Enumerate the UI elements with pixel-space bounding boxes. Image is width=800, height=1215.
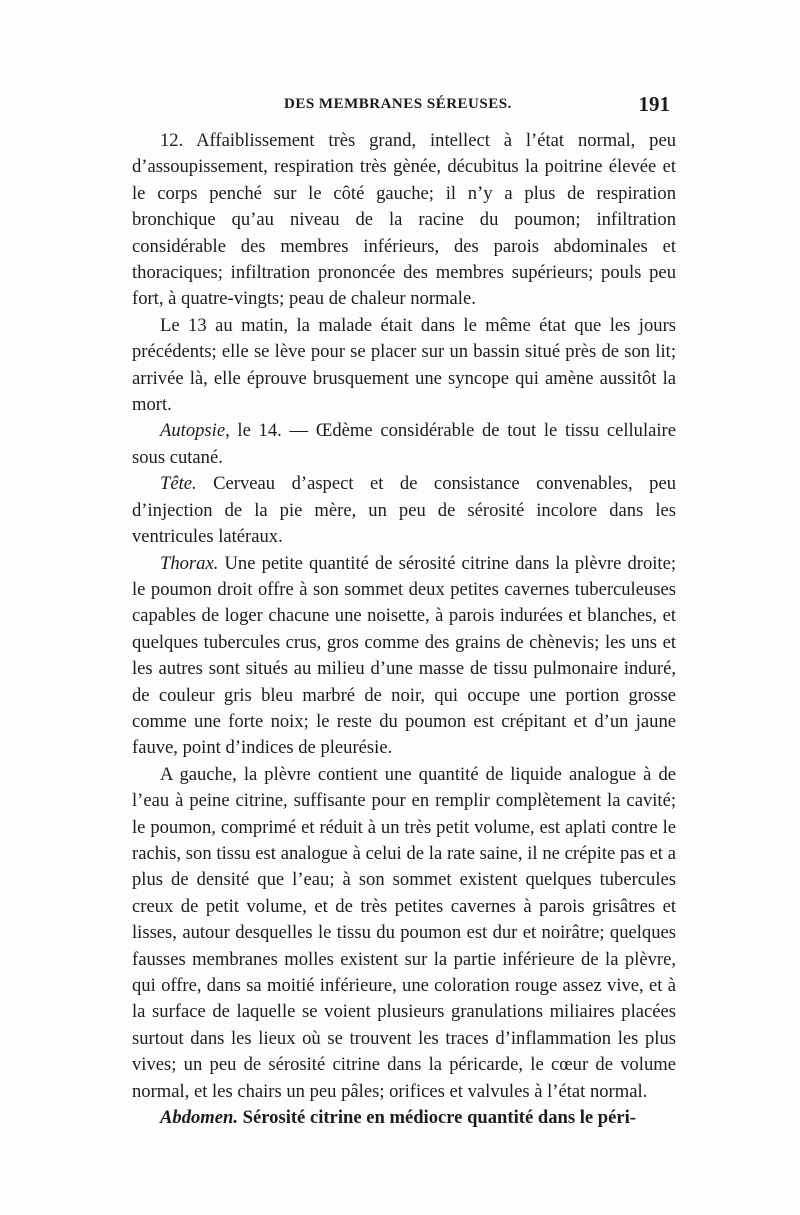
paragraph-death: Le 13 au matin, la malade était dans le même état que les jours précédents; elle se lève pour se placer sur un bassin situé près de son lit; arrivée là, elle éprouve brusquement une syncope qui amène aussitôt la mort. <box>132 314 676 416</box>
page-number: 191 <box>638 92 670 116</box>
autopsy-text: le 14. — Œdème considérable de tout le tissu cellulaire sous cutané. <box>132 420 676 468</box>
running-title: DES MEMBRANES SÉREUSES. <box>284 96 512 112</box>
autopsy-label: Autopsie, <box>160 420 230 442</box>
abdomen-label: Abdomen. <box>160 1107 238 1129</box>
paragraph-head <box>132 471 676 550</box>
thorax-text: Une petite quantité de sérosité citrine dans la plèvre droite; le poumon droit offre à son sommet deux petites cavernes tuberculeuses capables de loger chacune une noisette, à parois indurées et blanches, et quelques tubercules crus, gros comme des grains de chènevis; les uns et les autres sont situés au milieu d’une masse de tissu pulmonaire induré, de couleur gris bleu marbré de noir, qui occupe une portion grosse comme une forte noix; le reste du poumon est crépitant et d’un jaune fauve, point d’indices de pleurésie. <box>132 552 676 759</box>
thorax-label: Thorax. <box>160 552 219 574</box>
paragraph-thorax <box>132 551 676 762</box>
paragraph-observation: 12. Affaiblissement très grand, intellect à l’état normal, peu d’assoupissement, respiration très gènée, décubitus la poitrine élevée et le corps penché sur le côté gauche; il n’y a plus de respiration bronchique qu’au niveau de la racine du poumon; infiltration considérable des membres inférieurs, des parois abdominales et thoraciques; infiltration prononcée des membres supérieurs; pouls peu fort, à quatre-vingts; peau de chaleur normale. <box>132 130 676 310</box>
paragraph-autopsy <box>132 418 676 471</box>
head-label: Tête. <box>160 473 197 495</box>
page-header <box>132 92 676 122</box>
abdomen-text: Sérosité citrine en médiocre quantité dans le péri- <box>238 1107 636 1129</box>
body-text <box>132 128 676 1131</box>
paragraph-abdomen <box>132 1105 676 1131</box>
head-text: Cerveau d’aspect et de consistance convenables, peu d’injection de la pie mère, un peu de sérosité incolore dans les ventricules latéraux. <box>132 473 676 548</box>
paragraph-left-pleura: A gauche, la plèvre contient une quantité de liquide analogue à de l’eau à peine citrine, suffisante pour en remplir complètement la cavité; le poumon, comprimé et réduit à un très petit volume, est aplati contre le rachis, son tissu est analogue à celui de la rate saine, il ne crépite pas et a plus de densité que l’eau; à son sommet existent quelques tubercules creux de petit volume, et de très petites cavernes à parois grisâtres et lisses, autour desquelles le tissu du poumon est dur et noirâtre; quelques fausses membranes molles existent sur la partie inférieure de la plèvre, qui offre, dans sa moitié inférieure, une coloration rouge assez vive, et à la surface de laquelle se voient plusieurs granulations miliaires placées surtout dans les lieux où se trouvent les traces d’inflammation les plus vives; un peu de sérosité citrine dans la péricarde, le cœur de volume normal, et les chairs un peu pâles; orifices et valvules à l’état normal. <box>132 763 676 1102</box>
